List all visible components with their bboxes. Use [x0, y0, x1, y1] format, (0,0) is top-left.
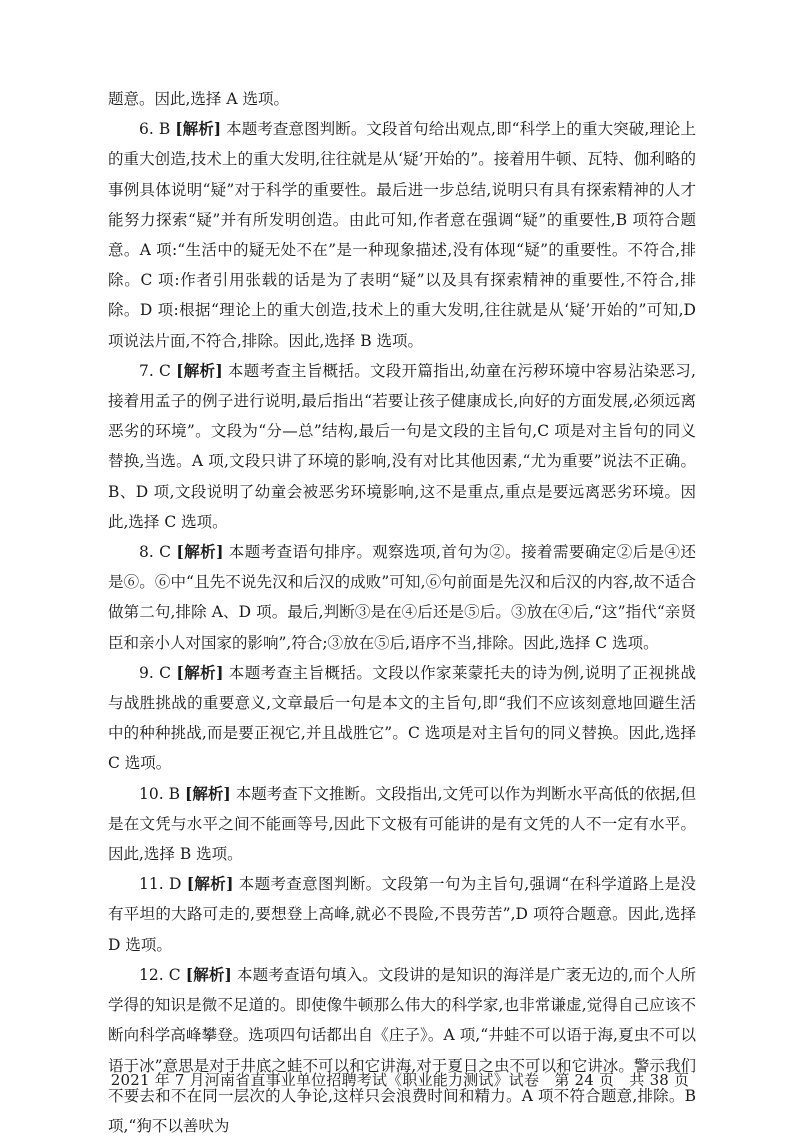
explanation-text: 本题考查意图判断。文段首句给出观点,即“科学上的重大突破,理论上的重大创造,技术上的重大发明,往往就是从‘疑’开始的”。接着用牛顿、瓦特、伽利略的事例具体说明“疑”对于科学的重要性。最后进一步总结,说明只有具有探索精神的人才能努力探索“疑”并有所发明创造。由此可知,作者意在强调“疑”的重要性,B 项符合题意。A 项:“生活中的疑无处不在”是一种现象描述,没有体现“疑”的重要性。不符合,排除。C 项:作者引用张载的话是为了表明“疑”以及具有探索精神的重要性,不符合,排除。D 项:根据“理论上的重大创造,技术上的重大发明,往往就是从‘疑’开始的”可知,D 项说法片面,不符合,排除。因此,选择 B 选项。 — [108, 120, 696, 350]
explanation-q6 — [108, 114, 696, 356]
explanation-q12 — [108, 960, 696, 1141]
answer-letter: D — [168, 875, 182, 894]
answer-letter: B — [168, 784, 181, 803]
analysis-tag: [解析] — [184, 783, 231, 803]
explanation-text: 本题考查语句排序。观察选项,首句为②。接着需要确定②后是④还是⑥。⑥中“且先不说先汉和后汉的成败”可知,⑥句前面是先汉和后汉的内容,故不适合做第二句,排除 A、D 项。最后,判断③是在④后还是⑤后。③放在④后,“这”指代“亲贤臣和亲小人对国家的影响”,符合;③放在⑤后,语序不当,排除。因此,选择 C 选项。 — [108, 543, 696, 652]
question-number: 9. — [139, 663, 154, 682]
explanation-text: 本题考查意图判断。文段第一句为主旨句,强调“在科学道路上是没有平坦的大路可走的,要想登上高峰,就必不畏险,不畏劳苦”,D 项符合题意。因此,选择 D 选项。 — [108, 875, 696, 954]
explanation-q11 — [108, 869, 696, 960]
analysis-tag: [解析] — [176, 662, 224, 682]
page-footer: 2021 年 7 月河南省直事业单位招聘考试《职业能力测试》试卷 第 24 页 共 38 页 — [110, 1071, 690, 1089]
question-number: 11. — [139, 875, 164, 894]
question-number: 8. — [139, 543, 154, 562]
carryover-line: 题意。因此,选择 A 选项。 — [108, 90, 289, 108]
question-number: 12. — [139, 965, 164, 984]
analysis-tag: [解析] — [185, 964, 232, 984]
question-number: 10. — [139, 784, 164, 803]
analysis-tag: [解析] — [176, 360, 223, 380]
explanation-q10 — [108, 779, 696, 870]
answer-letter: B — [158, 120, 171, 139]
explanation-q9 — [108, 658, 696, 779]
document-body — [108, 84, 696, 1141]
explanation-text: 本题考查语句填入。文段讲的是知识的海洋是广袤无边的,而个人所学得的知识是微不足道的。即使像牛顿那么伟大的科学家,也非常谦虚,觉得自己应该不断向科学高峰攀登。选项四句话都出自《庄子》。A 项,“井蛙不可以语于海,夏虫不可以语于冰”意思是对于井底之蛙不可以和它讲海,对于夏日之虫不可以和它讲冰。警示我们不要去和不在同一层次的人争论,这样只会浪费时间和精力。A 项不符合题意,排除。B 项,“狗不以善吠为 — [108, 965, 696, 1135]
answer-letter: C — [159, 663, 172, 682]
explanation-text: 本题考查主旨概括。文段以作家莱蒙托夫的诗为例,说明了正视挑战与战胜挑战的重要意义,文章最后一句是本文的主旨句,即“我们不应该刻意地回避生活中的种种挑战,而是要正视它,并且战胜它”。C 选项是对主旨句的同义替换。因此,选择 C 选项。 — [108, 663, 696, 773]
explanation-text: 本题考查主旨概括。文段开篇指出,幼童在污秽环境中容易沾染恶习,接着用孟子的例子进行说明,最后指出“若要让孩子健康成长,向好的方面发展,必须远离恶劣的环境”。文段为“分—总”结构,最后一句是文段的主旨句,C 项是对主旨句的同义替换,当选。A 项,文段只讲了环境的影响,没有对比其他因素,“尤为重要”说法不正确。B、D 项,文段说明了幼童会被恶劣环境影响,这不是重点,重点是要远离恶劣环境。因此,选择 C 选项。 — [108, 361, 696, 531]
answer-letter: C — [159, 543, 172, 562]
analysis-tag: [解析] — [176, 542, 224, 562]
question-number: 6. — [139, 120, 154, 139]
question-number: 7. — [139, 361, 154, 380]
explanation-q8 — [108, 537, 696, 658]
analysis-tag: [解析] — [186, 874, 234, 894]
answer-letter: C — [159, 361, 171, 380]
analysis-tag: [解析] — [175, 119, 222, 139]
explanation-text: 本题考查下文推断。文段指出,文凭可以作为判断水平高低的依据,但是在文凭与水平之间不能画等号,因此下文极有可能讲的是有文凭的人不一定有水平。因此,选择 B 选项。 — [108, 784, 696, 864]
answer-letter: C — [168, 965, 181, 984]
explanation-q7 — [108, 356, 696, 537]
